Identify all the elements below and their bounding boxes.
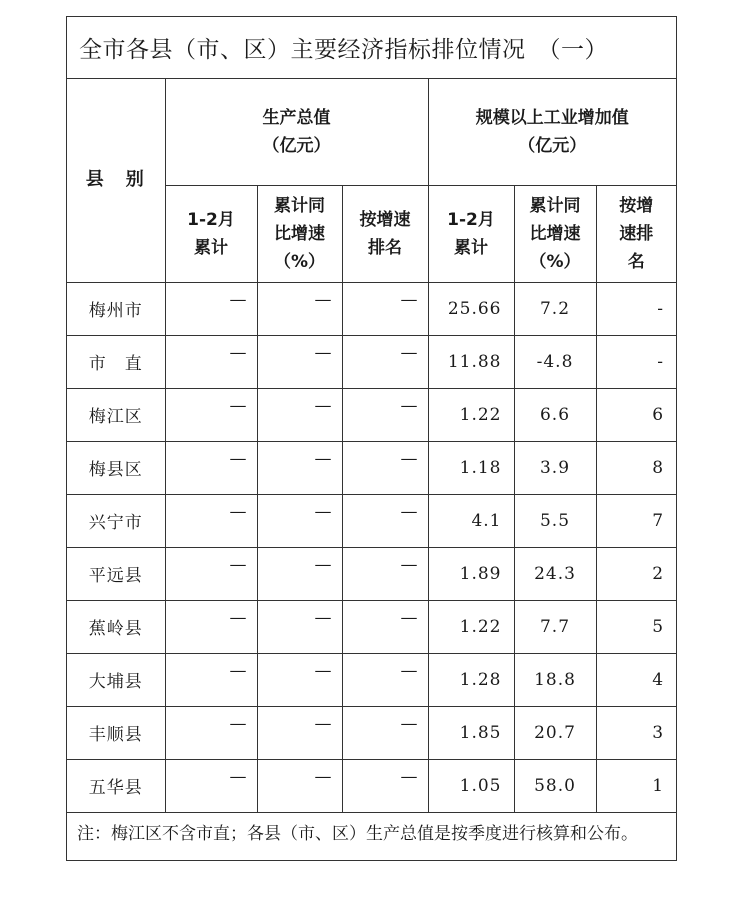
table-row [67,653,676,706]
gdp-growth-cell: — [257,759,342,812]
table-row [67,600,676,653]
header-line: 1-2月 [187,209,235,230]
industry-group-title: 规模以上工业增加值 [475,107,629,128]
gdp-group-unit: （亿元） [262,135,331,156]
header-line: 名 [627,251,645,272]
industry-rank-header [596,185,676,282]
industry-cumulative-cell: 25.66 [428,282,514,335]
gdp-rank-cell: — [342,547,428,600]
region-name: 平远县 [67,547,165,600]
gdp-rank-cell: — [342,653,428,706]
table-row [67,335,676,388]
gdp-growth-cell: — [257,653,342,706]
industry-rank-cell: 4 [596,653,676,706]
gdp-rank-cell: — [342,441,428,494]
header-line: 累计 [194,237,228,258]
industry-rank-cell: 3 [596,706,676,759]
footnote-cell [67,812,676,901]
gdp-cumulative-cell: — [165,600,257,653]
gdp-cumulative-cell: — [165,653,257,706]
industry-growth-cell: 18.8 [514,653,596,706]
header-line: （%） [273,251,326,272]
gdp-rank-cell: — [342,600,428,653]
industry-growth-cell: 58.0 [514,759,596,812]
gdp-rank-cell: — [342,494,428,547]
industry-growth-cell: 7.2 [514,282,596,335]
industry-rank-cell: - [596,335,676,388]
region-name: 兴宁市 [67,494,165,547]
gdp-growth-cell: — [257,706,342,759]
gdp-rank-cell: — [342,335,428,388]
gdp-rank-cell: — [342,282,428,335]
industry-growth-cell: 24.3 [514,547,596,600]
header-line: 按增速 [359,209,411,230]
table-row [67,282,676,335]
table-row [67,441,676,494]
stats-table-frame [66,16,677,861]
gdp-rank-cell: — [342,388,428,441]
gdp-rank-header [342,185,428,282]
header-line: 累计 [454,237,488,258]
gdp-growth-cell: — [257,388,342,441]
gdp-growth-cell: — [257,494,342,547]
region-name: 五华县 [67,759,165,812]
industry-cumulative-cell: 1.22 [428,388,514,441]
gdp-growth-header [257,185,342,282]
gdp-growth-cell: — [257,282,342,335]
region-name: 梅州市 [67,282,165,335]
footnote-text: 注：梅江区不含市直；各县（市、区）生产总值是按季度进行核算和公布。 [77,823,638,844]
industry-growth-cell: 3.9 [514,441,596,494]
industry-growth-header [514,185,596,282]
industry-rank-cell: 1 [596,759,676,812]
industry-growth-cell: -4.8 [514,335,596,388]
industry-rank-cell: 2 [596,547,676,600]
footnote-row [67,812,676,901]
industry-growth-cell: 5.5 [514,494,596,547]
industry-growth-cell: 20.7 [514,706,596,759]
gdp-growth-cell: — [257,441,342,494]
gdp-rank-cell: — [342,706,428,759]
gdp-cumulative-cell: — [165,282,257,335]
gdp-growth-cell: — [257,600,342,653]
gdp-cumulative-cell: — [165,335,257,388]
industry-group-unit: （亿元） [518,135,587,156]
gdp-cumulative-cell: — [165,759,257,812]
header-line: 比增速 [529,223,581,244]
table-row [67,759,676,812]
industry-cumulative-cell: 4.1 [428,494,514,547]
industry-rank-cell: 7 [596,494,676,547]
industry-rank-cell: 8 [596,441,676,494]
gdp-growth-cell: — [257,547,342,600]
industry-cumulative-cell: 1.89 [428,547,514,600]
header-line: 速排 [619,223,654,244]
industry-cumulative-cell: 11.88 [428,335,514,388]
industry-rank-cell: 5 [596,600,676,653]
header-line: 按增 [619,195,654,216]
header-line: 排名 [368,237,402,258]
industry-rank-cell: - [596,282,676,335]
gdp-cumulative-cell: — [165,388,257,441]
region-name: 梅江区 [67,388,165,441]
gdp-cumulative-header [165,185,257,282]
industry-cumulative-cell: 1.18 [428,441,514,494]
gdp-rank-cell: — [342,759,428,812]
header-line: （%） [529,251,581,272]
industry-cumulative-cell: 1.22 [428,600,514,653]
industry-rank-cell: 6 [596,388,676,441]
header-line: 累计同 [274,195,325,216]
industry-growth-cell: 6.6 [514,388,596,441]
gdp-group-header [165,79,428,185]
gdp-cumulative-cell: — [165,494,257,547]
industry-cumulative-cell: 1.85 [428,706,514,759]
table-row [67,547,676,600]
region-name: 丰顺县 [67,706,165,759]
gdp-cumulative-cell: — [165,441,257,494]
gdp-growth-cell: — [257,335,342,388]
table-row [67,706,676,759]
gdp-group-title: 生产总值 [262,107,331,128]
industry-cumulative-cell: 1.28 [428,653,514,706]
table-row [67,494,676,547]
industry-cumulative-header [428,185,514,282]
gdp-cumulative-cell: — [165,706,257,759]
page-title: 全市各县（市、区）主要经济指标排位情况 （一） [67,17,676,79]
industry-cumulative-cell: 1.05 [428,759,514,812]
indicator-table [67,79,676,901]
industry-growth-cell: 7.7 [514,600,596,653]
region-header: 县 别 [67,79,165,282]
header-line: 1-2月 [447,209,495,230]
header-line: 比增速 [274,223,325,244]
region-name: 市 直 [67,335,165,388]
industry-group-header [428,79,676,185]
region-name: 梅县区 [67,441,165,494]
region-name: 大埔县 [67,653,165,706]
table-row [67,388,676,441]
header-line: 累计同 [529,195,581,216]
region-name: 蕉岭县 [67,600,165,653]
gdp-cumulative-cell: — [165,547,257,600]
